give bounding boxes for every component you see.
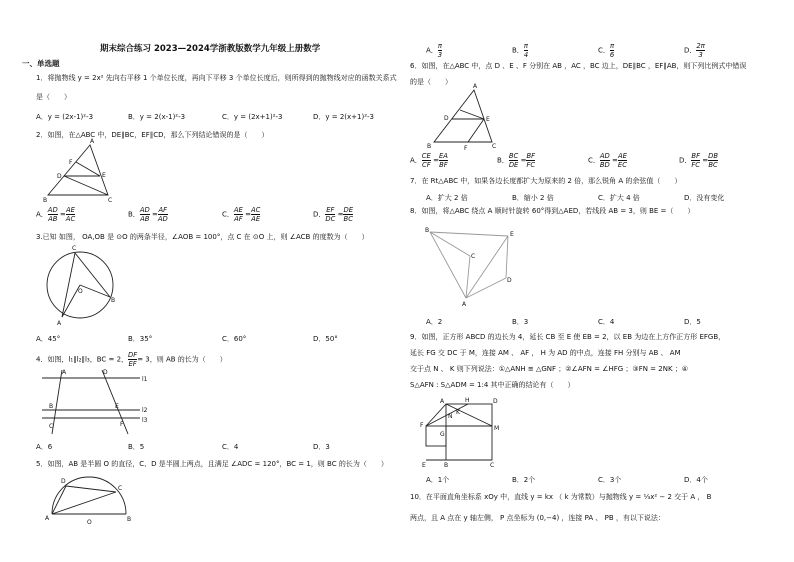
- q8-stem: 8．如图，将△ABC 绕点 A 顺时针旋转 60°得到△AED，若线段 AB = 3，则 BE =（ ）: [410, 207, 695, 215]
- section-heading: 一、单选题: [22, 59, 60, 68]
- q5-option-c[interactable]: C． $\frac{\pi}{6}$: [598, 42, 615, 59]
- q2-label-b: B: [43, 197, 48, 204]
- q9-stem-4: S△AFN : S△ADM = 1:4 其中正确的结论有（ ）: [410, 381, 575, 389]
- q3-label-b: B: [111, 297, 116, 304]
- q8-label-a: A: [462, 301, 467, 308]
- q6-option-a[interactable]: A． $\frac{CE}{CF}$ = $\frac{EA}{BF}$: [410, 152, 448, 169]
- q8-rotation-figure: [424, 226, 524, 310]
- q9-label-e: E: [422, 462, 426, 469]
- q9-label-k: K: [456, 409, 460, 416]
- q5-option-d[interactable]: D． $\frac{2\pi}{3}$: [684, 42, 705, 59]
- q5-label-b: B: [127, 516, 132, 523]
- q6-stem: 6．如图，在△ABC 中，点 D 、E 、F 分别在 AB ，AC ，BC 边上，DE∥BC ，EF∥AB，则下列比例式中错误: [410, 62, 747, 70]
- q9-label-b: B: [444, 462, 449, 469]
- q4-label-e: E: [115, 403, 119, 410]
- q8-label-c: C: [471, 253, 476, 260]
- q3-label-c: C: [72, 245, 77, 252]
- q1-option-b[interactable]: B．y = 2(x-1)²-3: [128, 113, 186, 121]
- q5-stem: 5．如图，AB 是半圆 O 的直径，C、D 是半圆上两点，且满足 ∠ADC = 120°，BC = 1，则 BC 的长为（ ）: [36, 460, 388, 468]
- q9-stem-3: 交于点 N 、 K 则下列说法：①△ANH ≌ △GNF ；②∠AFN = ∠HFG ；③FN = 2NK ；④: [410, 365, 689, 373]
- page-title: 期末综合练习 2023—2024学浙教版数学九年级上册数学: [100, 44, 321, 54]
- q9-label-a: A: [440, 398, 445, 405]
- q9-label-h: H: [465, 397, 470, 404]
- q7-option-a[interactable]: A．扩大 2 倍: [426, 194, 468, 202]
- q8-option-b[interactable]: B．3: [512, 318, 529, 326]
- q2-label-c: C: [108, 197, 113, 204]
- q9-stem-2: 延长 FG 交 DC 于 M，连接 AM 、 AF ， H 为 AD 的中点，连接 FH 分别与 AB 、 AM: [410, 349, 681, 357]
- q10-stem-1: 10．在平面直角坐标系 xOy 中，直线 y = kx （ k 为常数）与抛物线 y = ⅓x² − 2 交于 A ， B: [410, 493, 712, 501]
- q8-label-b: B: [425, 227, 430, 234]
- q1-stem: 1．将抛物线 y = 2x² 先向右平移 1 个单位长度，再向下平移 3 个单位长度后，则所得到的抛物线对应的函数关系式: [36, 74, 397, 82]
- q9-label-m: M: [494, 425, 500, 432]
- q6-label-a: A: [473, 83, 478, 90]
- q2-label-f: F: [69, 159, 73, 166]
- q6-label-c: C: [492, 143, 497, 150]
- q6-label-e: E: [486, 116, 490, 123]
- q1-option-d[interactable]: D．y = 2(x+1)²-3: [313, 113, 375, 121]
- q4-label-d: D: [103, 369, 108, 376]
- q6-option-c[interactable]: C． $\frac{AD}{BD}$ = $\frac{AE}{EC}$: [588, 152, 627, 169]
- q5-label-c: C: [118, 485, 123, 492]
- q5-option-b[interactable]: B． $\frac{\pi}{4}$: [512, 42, 529, 59]
- q4-label-a: A: [62, 369, 67, 376]
- q7-option-d[interactable]: D．没有变化: [684, 194, 725, 202]
- q7-option-b[interactable]: B．缩小 2 倍: [512, 194, 554, 202]
- q2-stem: 2．如图，在△ABC 中，DE∥BC，EF∥CD，那么下列结论错误的是（ ）: [36, 131, 269, 139]
- q9-option-a[interactable]: A．1个: [426, 476, 450, 484]
- q9-label-n: N: [448, 413, 453, 420]
- q3-option-a[interactable]: A．45°: [36, 335, 61, 343]
- q4-option-a[interactable]: A．6: [36, 443, 53, 451]
- q5-option-a[interactable]: A． $\frac{\pi}{3}$: [426, 42, 443, 59]
- q6-triangle-figure: [426, 84, 506, 150]
- q9-label-f: F: [420, 422, 424, 429]
- q8-option-c[interactable]: C．4: [598, 318, 615, 326]
- q4-label-f: F: [120, 421, 124, 428]
- q6-stem-2: 的是（ ）: [410, 78, 452, 86]
- q7-option-c[interactable]: C．扩大 4 倍: [598, 194, 640, 202]
- q2-label-e: E: [102, 172, 106, 179]
- q3-label-a: A: [57, 320, 62, 327]
- q2-label-d: D: [57, 173, 62, 180]
- q3-stem: 3.已知 如图， OA,OB 是 ⊙O 的两条半径，∠AOB = 100°，点 C 在 ⊙O 上，则 ∠ACB 的度数为（ ）: [36, 233, 369, 241]
- q8-label-d: D: [507, 277, 512, 284]
- q2-option-d[interactable]: D． $\frac{EF}{DC}$ = $\frac{DE}{BC}$: [313, 206, 354, 223]
- q6-label-f: F: [464, 145, 468, 152]
- q8-option-d[interactable]: D．5: [684, 318, 701, 326]
- q3-option-b[interactable]: B．35°: [128, 335, 153, 343]
- q2-option-b[interactable]: B． $\frac{AD}{AB}$ = $\frac{AF}{AD}$: [128, 206, 168, 223]
- q6-label-b: B: [427, 143, 432, 150]
- q6-option-d[interactable]: D． $\frac{BF}{FC}$ = $\frac{DB}{BC}$: [679, 152, 719, 169]
- q1-option-c[interactable]: C．y = (2x+1)²-3: [222, 113, 283, 121]
- q3-option-c[interactable]: C．60°: [222, 335, 247, 343]
- q9-label-g: G: [440, 431, 445, 438]
- q6-label-d: D: [444, 115, 449, 122]
- q9-square-figure: [418, 396, 510, 468]
- q4-label-l1: l1: [142, 376, 148, 383]
- q4-option-c[interactable]: C．4: [222, 443, 239, 451]
- q4-stem: 4．如图，l₁∥l₂∥l₃，BC = 2， $\frac{DF}{EF}$ = 3，则 AB 的长为（ ）: [36, 351, 227, 368]
- q8-label-e: E: [510, 231, 514, 238]
- q4-option-b[interactable]: B．5: [128, 443, 145, 451]
- q5-label-a: A: [45, 515, 50, 522]
- q2-option-a[interactable]: A． $\frac{AD}{AB}$ = $\frac{AE}{AC}$: [36, 206, 76, 223]
- q2-option-c[interactable]: C． $\frac{AE}{AF}$ = $\frac{AC}{AE}$: [222, 206, 261, 223]
- q2-label-a: A: [90, 138, 95, 145]
- q3-circle-figure: [40, 245, 120, 325]
- q9-label-c: C: [490, 462, 495, 469]
- q5-semicircle-figure: [44, 474, 134, 526]
- q4-label-l3: l3: [142, 417, 148, 424]
- q9-option-d[interactable]: D．4个: [684, 476, 708, 484]
- q3-label-o: O: [78, 288, 83, 295]
- q4-label-l2: l2: [142, 407, 148, 414]
- q5-label-o: O: [87, 519, 92, 526]
- q3-option-d[interactable]: D．50°: [313, 335, 338, 343]
- q4-parallel-lines-figure: [40, 366, 160, 438]
- q6-option-b[interactable]: B． $\frac{BC}{DE}$ = $\frac{BF}{FC}$: [497, 152, 536, 169]
- q2-triangle-figure: [40, 140, 120, 205]
- q8-option-a[interactable]: A．2: [426, 318, 443, 326]
- q9-stem-1: 9．如图，正方形 ABCD 的边长为 4，延长 CB 至 E 使 EB = 2，以 EB 为边在上方作正方形 EFGB，: [410, 333, 726, 341]
- q5-label-d: D: [61, 478, 66, 485]
- q1-stem-2: 是（ ）: [36, 93, 71, 101]
- q4-label-b: B: [49, 403, 54, 410]
- q9-label-d: D: [493, 398, 498, 405]
- q4-label-c: C: [49, 423, 54, 430]
- q7-stem: 7．在 Rt△ABC 中，如果各边长度都扩大为原来的 2 倍，那么锐角 A 的余弦值（ ）: [410, 177, 682, 185]
- q10-stem-2: 两点，且 A 点在 y 轴左侧， P 点坐标为 (0,−4) ，连接 PA 、 PB ，有以下说法：: [410, 514, 665, 522]
- q1-option-a[interactable]: A．y = (2x-1)²-3: [36, 113, 94, 121]
- q9-option-c[interactable]: C．3个: [598, 476, 622, 484]
- q4-option-d[interactable]: D．3: [313, 443, 330, 451]
- q9-option-b[interactable]: B．2个: [512, 476, 536, 484]
